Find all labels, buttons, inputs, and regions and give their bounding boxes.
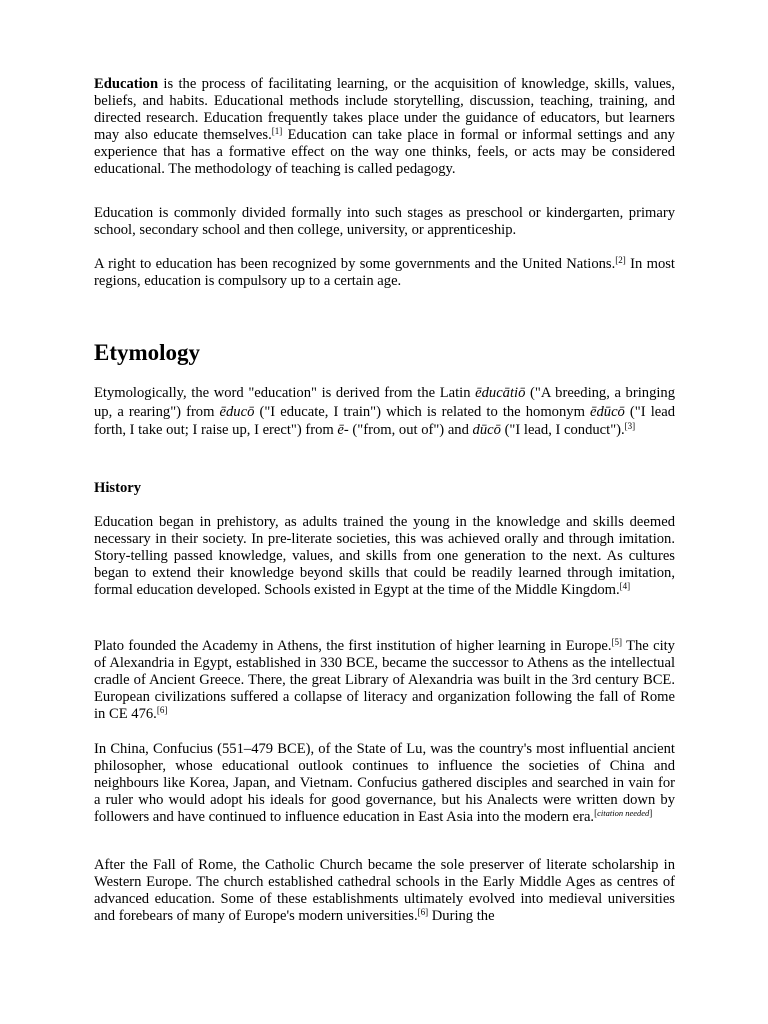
- footnote-ref-6[interactable]: [6]: [156, 705, 168, 715]
- term-education: Education: [94, 76, 159, 92]
- etymology-heading: Etymology: [94, 340, 201, 365]
- footnote-ref-6b[interactable]: [6]: [417, 907, 429, 917]
- history-paragraph-3: In China, Confucius (551–479 BCE), of the State of Lu, was the country's most influential ancient philosopher, whose educational outlook continues to influence the societies of China and neighbours like Korea, Japan, and Vietnam. Confucius gathered disciples and searched in vain for a ruler who would adopt his ideals for good governance, but his Analects were written down by followers and have continued to influence education in East Asia into the modern era.[citation needed]: [94, 741, 675, 825]
- history-paragraph-4: After the Fall of Rome, the Catholic Church became the sole preserver of literate scholarship in Western Europe. The church established cathedral schools in the Early Middle Ages as centres of advanced education. Some of these establishments ultimately evolved into medieval universities and forebears of many of Europe's modern universities.[6] During the: [94, 857, 675, 924]
- intro-paragraph-2: Education is commonly divided formally into such stages as preschool or kindergarten, primary school, secondary school and then college, university, or apprenticeship.: [94, 205, 675, 238]
- footnote-ref-4[interactable]: [4]: [619, 581, 631, 591]
- intro-paragraph-3: A right to education has been recognized by some governments and the United Nations.[2] In most regions, education is compulsory up to a certain age.: [94, 255, 675, 289]
- etymology-paragraph: Etymologically, the word "education" is derived from the Latin ēducātiō ("A breeding, a bringing up, a rearing") from ēducō ("I educate, I train") which is related to the homonym ēdūcō ("I lead forth, I take out; I raise up, I erect") from ē- ("from, out of") and dūcō ("I lead, I conduct").[3]: [94, 385, 676, 438]
- citation-needed[interactable]: [citation needed]: [594, 808, 653, 818]
- intro-paragraph-1: Education is the process of facilitating learning, or the acquisition of knowledge, skills, values, beliefs, and habits. Educational methods include storytelling, discussion, teaching, training, and directed research. Education frequently takes place under the guidance of educators, but learners may also educate themselves.[1] Education can take place in formal or informal settings and any experience that has a formative effect on the way one thinks, feels, or acts may be considered educational. The methodology of teaching is called pedagogy.: [94, 76, 675, 177]
- footnote-ref-3[interactable]: [3]: [624, 421, 636, 431]
- footnote-ref-5[interactable]: [5]: [611, 637, 623, 647]
- history-paragraph-2: Plato founded the Academy in Athens, the first institution of higher learning in Europe.[5] The city of Alexandria in Egypt, established in 330 BCE, became the successor to Athens as the intellectual cradle of Ancient Greece. There, the great Library of Alexandria was built in the 3rd century BCE. European civilizations suffered a collapse of literacy and organization following the fall of Rome in CE 476.[6]: [94, 637, 675, 722]
- history-heading: History: [94, 480, 142, 496]
- history-paragraph-1: Education began in prehistory, as adults trained the young in the knowledge and skills deemed necessary in their society. In pre-literate societies, this was achieved orally and through imitation. Story-telling passed knowledge, values, and skills from one generation to the next. As cultures began to extend their knowledge beyond skills that could be readily learned through imitation, formal education developed. Schools existed in Egypt at the time of the Middle Kingdom.[4]: [94, 514, 675, 598]
- footnote-ref-1[interactable]: [1]: [271, 126, 283, 136]
- footnote-ref-2[interactable]: [2]: [615, 255, 626, 265]
